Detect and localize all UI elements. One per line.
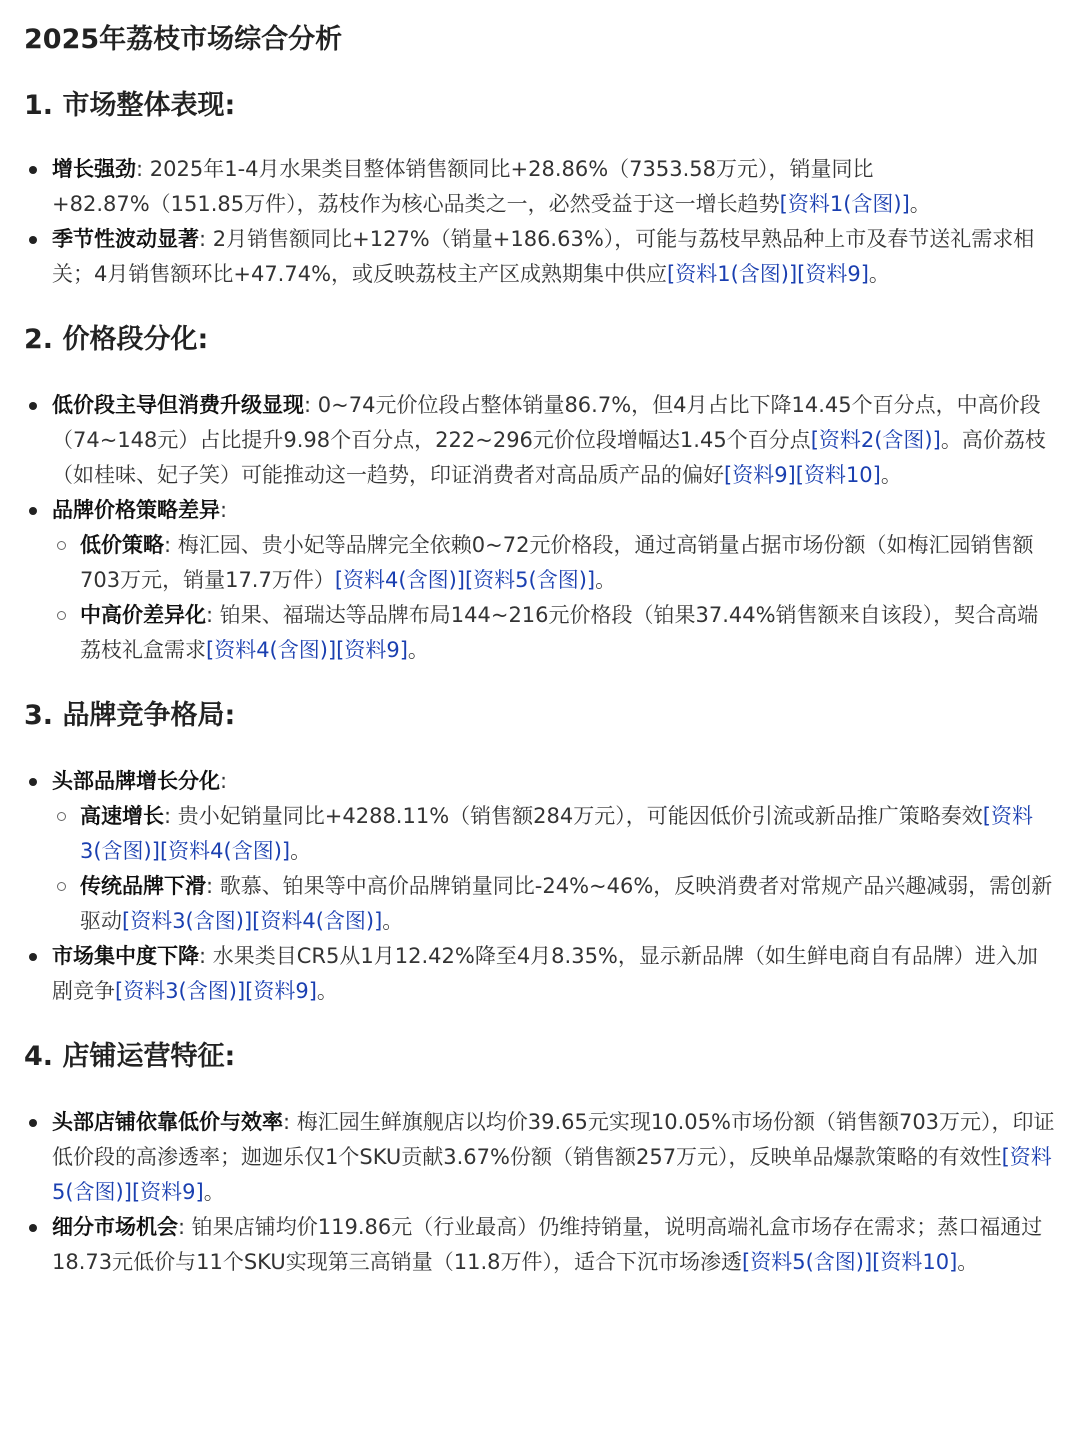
section-list-2 bbox=[24, 388, 1056, 668]
reference-link[interactable]: [资料5(含图)] bbox=[742, 1250, 873, 1274]
section-heading-1: 1. 市场整体表现: bbox=[24, 90, 236, 121]
item-lead: 高速增长 bbox=[80, 804, 164, 828]
reference-link[interactable]: [资料10] bbox=[795, 463, 881, 487]
list-item: 头部品牌增长分化: bbox=[24, 764, 1056, 799]
section-heading-4: 4. 店铺运营特征: bbox=[24, 1041, 236, 1072]
reference-link[interactable]: [资料5(含图)] bbox=[464, 568, 596, 592]
list-item: 细分市场机会: 铂果店铺均价119.86元（行业最高）仍维持销量，说明高端礼盒市场存在需求；蒸口福通过18.73元低价与11个SKU实现第三高销量（11.8万件），适合下沉市场渗透[资料5(含图)][资料10]。 bbox=[24, 1210, 1056, 1280]
item-lead: 头部品牌增长分化 bbox=[52, 769, 220, 793]
item-text: 0~74元价位段占整体销量86.7%，但4月占比下降14.45个百分点，中高价段（74~148元）占比提升9.98个百分点，222~296元价位段增幅达1.45个百分点 bbox=[52, 393, 1041, 452]
reference-link[interactable]: [资料9] bbox=[724, 463, 796, 487]
sub-list-item: 高速增长: 贵小妃销量同比+4288.11%（销售额284万元），可能因低价引流或新品推广策略奏效[资料3(含图)][资料4(含图)]。 bbox=[24, 799, 1056, 869]
reference-link[interactable]: [资料1(含图)] bbox=[667, 262, 798, 286]
reference-link[interactable]: [资料5(含图)] bbox=[52, 1145, 1052, 1204]
item-text: 铂果、福瑞达等品牌布局144~216元价格段（铂果37.44%销售额来自该段），契合高端荔枝礼盒需求 bbox=[80, 603, 1039, 662]
item-text: 。高价荔枝（如桂味、妃子笑）可能推动这一趋势，印证消费者对高品质产品的偏好 bbox=[52, 428, 1046, 487]
reference-link[interactable]: [资料3(含图)] bbox=[80, 804, 1033, 863]
section-heading-3: 3. 品牌竞争格局: bbox=[24, 700, 236, 731]
list-item: 头部店铺依靠低价与效率: 梅汇园生鲜旗舰店以均价39.65元实现10.05%市场份额（销售额703万元），印证低价段的高渗透率；迦迦乐仅1个SKU贡献3.67%份额（销售额257万元），反映单品爆款策略的有效性[资料5(含图)][资料9]。 bbox=[24, 1105, 1056, 1210]
section-list-1 bbox=[24, 152, 1056, 292]
item-text: 贵小妃销量同比+4288.11%（销售额284万元），可能因低价引流或新品推广策略奏效 bbox=[177, 804, 983, 828]
reference-link[interactable]: [资料9] bbox=[797, 262, 869, 286]
item-text: 2025年1-4月水果类目整体销售额同比+28.86%（7353.58万元），销量同比+82.87%（151.85万件），荔枝作为核心品类之一，必然受益于这一增长趋势 bbox=[52, 157, 874, 216]
item-lead: 低价策略 bbox=[80, 533, 164, 557]
sub-list-item: 中高价差异化: 铂果、福瑞达等品牌布局144~216元价格段（铂果37.44%销售额来自该段），契合高端荔枝礼盒需求[资料4(含图)][资料9]。 bbox=[24, 598, 1056, 668]
item-text: 歌慕、铂果等中高价品牌销量同比-24%~46%，反映消费者对常规产品兴趣减弱，需创新驱动 bbox=[80, 874, 1053, 933]
item-text: 水果类目CR5从1月12.42%降至4月8.35%，显示新品牌（如生鲜电商自有品牌）进入加剧竞争 bbox=[52, 944, 1038, 1003]
sub-list-item: 传统品牌下滑: 歌慕、铂果等中高价品牌销量同比-24%~46%，反映消费者对常规产品兴趣减弱，需创新驱动[资料3(含图)][资料4(含图)]。 bbox=[24, 869, 1056, 939]
item-text: 2月销售额同比+127%（销量+186.63%），可能与荔枝早熟品种上市及春节送礼需求相关；4月销售额环比+47.74%，或反映荔枝主产区成熟期集中供应 bbox=[52, 227, 1035, 286]
list-item: 低价段主导但消费升级显现: 0~74元价位段占整体销量86.7%，但4月占比下降14.45个百分点，中高价段（74~148元）占比提升9.98个百分点，222~296元价位段增幅达1.45个百分点[资料2(含图)]。高价荔枝（如桂味、妃子笑）可能推动这一趋势，印证消费者对高品质产品的偏好[资料9][资料10]。 bbox=[24, 388, 1056, 493]
item-lead: 增长强劲 bbox=[52, 157, 136, 181]
reference-link[interactable]: [资料10] bbox=[872, 1250, 958, 1274]
list-item: 品牌价格策略差异: bbox=[24, 493, 1056, 528]
reference-link[interactable]: [资料4(含图)] bbox=[334, 568, 465, 592]
item-lead: 传统品牌下滑 bbox=[80, 874, 206, 898]
item-lead: 季节性波动显著 bbox=[52, 227, 199, 251]
section-heading-2: 2. 价格段分化: bbox=[24, 324, 209, 355]
item-lead: 中高价差异化 bbox=[80, 603, 206, 627]
reference-link[interactable]: [资料4(含图)] bbox=[206, 638, 337, 662]
reference-link[interactable]: [资料9] bbox=[131, 1180, 204, 1204]
list-item: 季节性波动显著: 2月销售额同比+127%（销量+186.63%），可能与荔枝早熟品种上市及春节送礼需求相关；4月销售额环比+47.74%，或反映荔枝主产区成熟期集中供应[资料1(含图)][资料9]。 bbox=[24, 222, 1056, 292]
page-title: 2025年荔枝市场综合分析 bbox=[24, 24, 343, 55]
reference-link[interactable]: [资料9] bbox=[245, 979, 317, 1003]
item-lead: 头部店铺依靠低价与效率 bbox=[52, 1110, 283, 1134]
reference-link[interactable]: [资料2(含图)] bbox=[810, 428, 941, 452]
item-text: 梅汇园、贵小妃等品牌完全依赖0~72元价格段，通过高销量占据市场份额（如梅汇园销售额703万元，销量17.7万件） bbox=[80, 533, 1034, 592]
item-lead: 细分市场机会 bbox=[52, 1215, 178, 1239]
item-text: 铂果店铺均价119.86元（行业最高）仍维持销量，说明高端礼盒市场存在需求；蒸口福通过18.73元低价与11个SKU实现第三高销量（11.8万件），适合下沉市场渗透 bbox=[52, 1215, 1043, 1274]
item-lead: 品牌价格策略差异 bbox=[52, 498, 220, 522]
reference-link[interactable]: [资料4(含图)] bbox=[252, 909, 383, 933]
section-list-3 bbox=[24, 764, 1056, 1009]
section-list-4 bbox=[24, 1105, 1056, 1280]
reference-link[interactable]: [资料9] bbox=[336, 638, 408, 662]
item-lead: 低价段主导但消费升级显现 bbox=[52, 393, 304, 417]
list-item: 增长强劲: 2025年1-4月水果类目整体销售额同比+28.86%（7353.58万元），销量同比+82.87%（151.85万件），荔枝作为核心品类之一，必然受益于这一增长趋势[资料1(含图)]。 bbox=[24, 152, 1056, 222]
item-text: 梅汇园生鲜旗舰店以均价39.65元实现10.05%市场份额（销售额703万元），印证低价段的高渗透率；迦迦乐仅1个SKU贡献3.67%份额（销售额257万元），反映单品爆款策略的有效性 bbox=[52, 1110, 1055, 1169]
sub-list-item: 低价策略: 梅汇园、贵小妃等品牌完全依赖0~72元价格段，通过高销量占据市场份额（如梅汇园销售额703万元，销量17.7万件）[资料4(含图)][资料5(含图)]。 bbox=[24, 528, 1056, 598]
reference-link[interactable]: [资料4(含图)] bbox=[159, 839, 291, 863]
reference-link[interactable]: [资料3(含图)] bbox=[115, 979, 246, 1003]
reference-link[interactable]: [资料1(含图)] bbox=[779, 192, 910, 216]
item-lead: 市场集中度下降 bbox=[52, 944, 199, 968]
reference-link[interactable]: [资料3(含图)] bbox=[122, 909, 253, 933]
list-item: 市场集中度下降: 水果类目CR5从1月12.42%降至4月8.35%，显示新品牌（如生鲜电商自有品牌）进入加剧竞争[资料3(含图)][资料9]。 bbox=[24, 939, 1056, 1009]
